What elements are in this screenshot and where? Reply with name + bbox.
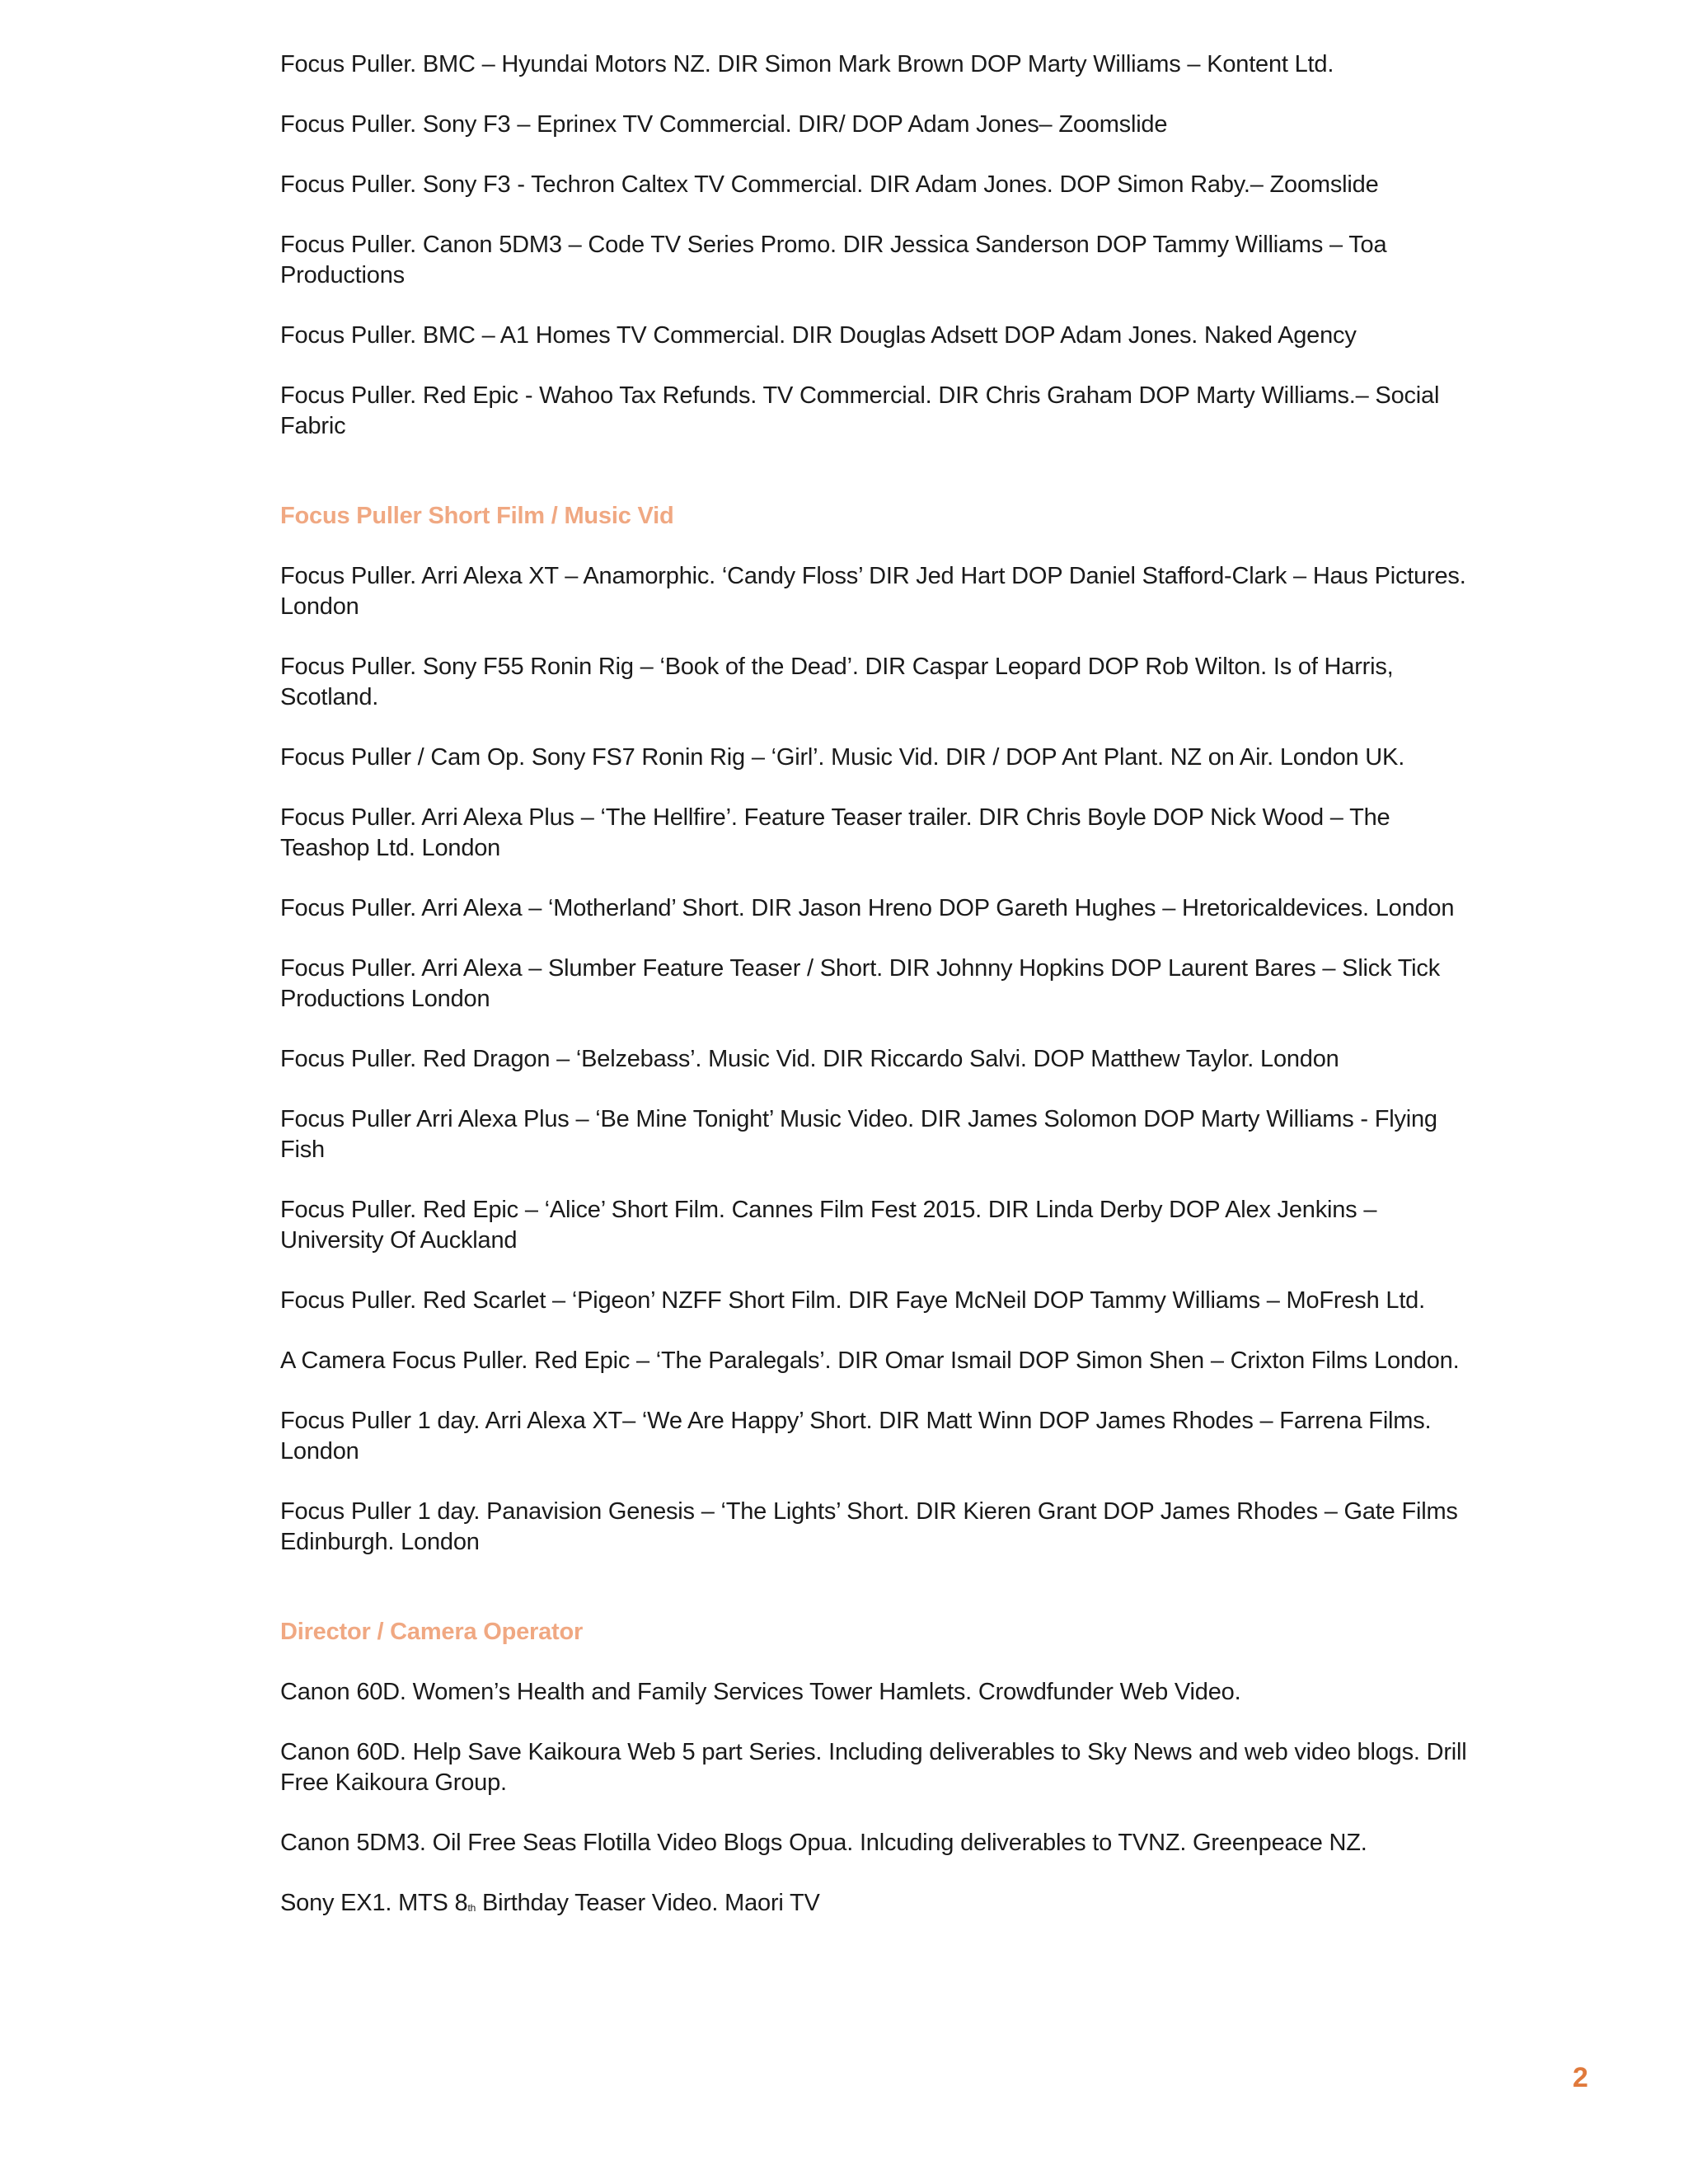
credit-entry: Focus Puller. Red Epic – ‘Alice’ Short Film. Cannes Film Fest 2015. DIR Linda Derby DOP Alex Jenkins – University Of Auckland	[280, 1197, 1377, 1254]
credit-entry: Canon 60D. Women’s Health and Family Services Tower Hamlets. Crowdfunder Web Video.	[280, 1679, 1241, 1705]
page-number: 2	[1573, 2062, 1588, 2093]
credit-entry: Focus Puller 1 day. Arri Alexa XT– ‘We Are Happy’ Short. DIR Matt Winn DOP James Rhodes – Farrena Films. London	[280, 1408, 1432, 1465]
credit-entry: Focus Puller. Red Scarlet – ‘Pigeon’ NZFF Short Film. DIR Faye McNeil DOP Tammy Williams – MoFresh Ltd.	[280, 1287, 1425, 1314]
credit-entry: Focus Puller. Sony F55 Ronin Rig – ‘Book of the Dead’. DIR Caspar Leopard DOP Rob Wilton. Is of Harris, Scotland.	[280, 654, 1394, 710]
ordinal-superscript: th	[467, 1902, 476, 1914]
credit-entry: Focus Puller 1 day. Panavision Genesis – ‘The Lights’ Short. DIR Kieren Grant DOP James Rhodes – Gate Films Edinburgh. London	[280, 1498, 1458, 1555]
credit-entry: Focus Puller. Red Dragon – ‘Belzebass’. Music Vid. DIR Riccardo Salvi. DOP Matthew Taylor. London	[280, 1046, 1339, 1072]
credit-entry: Focus Puller. BMC – A1 Homes TV Commercial. DIR Douglas Adsett DOP Adam Jones. Naked Agency	[280, 322, 1357, 349]
credit-entry: Focus Puller. Arri Alexa – ‘Motherland’ Short. DIR Jason Hreno DOP Gareth Hughes – Hretoricaldevices. London	[280, 895, 1455, 921]
section-commercials	[280, 49, 1467, 442]
credit-entry: Focus Puller. Arri Alexa Plus – ‘The Hellfire’. Feature Teaser trailer. DIR Chris Boyle DOP Nick Wood – The Teashop Ltd. London	[280, 804, 1390, 861]
section-heading: Focus Puller Short Film / Music Vid	[280, 503, 674, 529]
document-page	[280, 49, 1467, 1948]
credit-entry: Focus Puller. Red Epic - Wahoo Tax Refunds. TV Commercial. DIR Chris Graham DOP Marty Williams.– Social Fabric	[280, 382, 1440, 439]
credit-entry: Focus Puller. Sony F3 - Techron Caltex TV Commercial. DIR Adam Jones. DOP Simon Raby.– Zoomslide	[280, 171, 1379, 198]
section-heading: Director / Camera Operator	[280, 1619, 584, 1645]
section-short-film-music-vid	[280, 501, 1467, 1558]
credit-entry: Focus Puller. Sony F3 – Eprinex TV Commercial. DIR/ DOP Adam Jones– Zoomslide	[280, 111, 1168, 138]
credit-entry: Focus Puller Arri Alexa Plus – ‘Be Mine Tonight’ Music Video. DIR James Solomon DOP Marty Williams - Flying Fish	[280, 1106, 1437, 1163]
credit-entry: Focus Puller. BMC – Hyundai Motors NZ. DIR Simon Mark Brown DOP Marty Williams – Kontent Ltd.	[280, 51, 1334, 77]
credit-entry: Focus Puller. Canon 5DM3 – Code TV Series Promo. DIR Jessica Sanderson DOP Tammy Williams – Toa Productions	[280, 232, 1387, 288]
section-director-camera-operator	[280, 1617, 1467, 1919]
credit-entry: Focus Puller. Arri Alexa – Slumber Feature Teaser / Short. DIR Johnny Hopkins DOP Laurent Bares – Slick Tick Productions London	[280, 955, 1441, 1012]
credit-entry	[280, 1888, 1467, 1919]
credit-entry: A Camera Focus Puller. Red Epic – ‘The Paralegals’. DIR Omar Ismail DOP Simon Shen – Crixton Films London.	[280, 1347, 1460, 1374]
entry-text: Birthday Teaser Video. Maori TV	[476, 1890, 820, 1916]
credit-entry: Focus Puller. Arri Alexa XT – Anamorphic. ‘Candy Floss’ DIR Jed Hart DOP Daniel Stafford-Clark – Haus Pictures. London	[280, 563, 1466, 620]
entry-text: Sony EX1. MTS 8	[280, 1890, 468, 1916]
credit-entry: Canon 5DM3. Oil Free Seas Flotilla Video Blogs Opua. Inlcuding deliverables to TVNZ. Greenpeace NZ.	[280, 1830, 1367, 1856]
credit-entry: Canon 60D. Help Save Kaikoura Web 5 part Series. Including deliverables to Sky News and web video blogs. Drill Free Kaikoura Group.	[280, 1739, 1467, 1796]
credit-entry: Focus Puller / Cam Op. Sony FS7 Ronin Rig – ‘Girl’. Music Vid. DIR / DOP Ant Plant. NZ on Air. London UK.	[280, 744, 1405, 771]
